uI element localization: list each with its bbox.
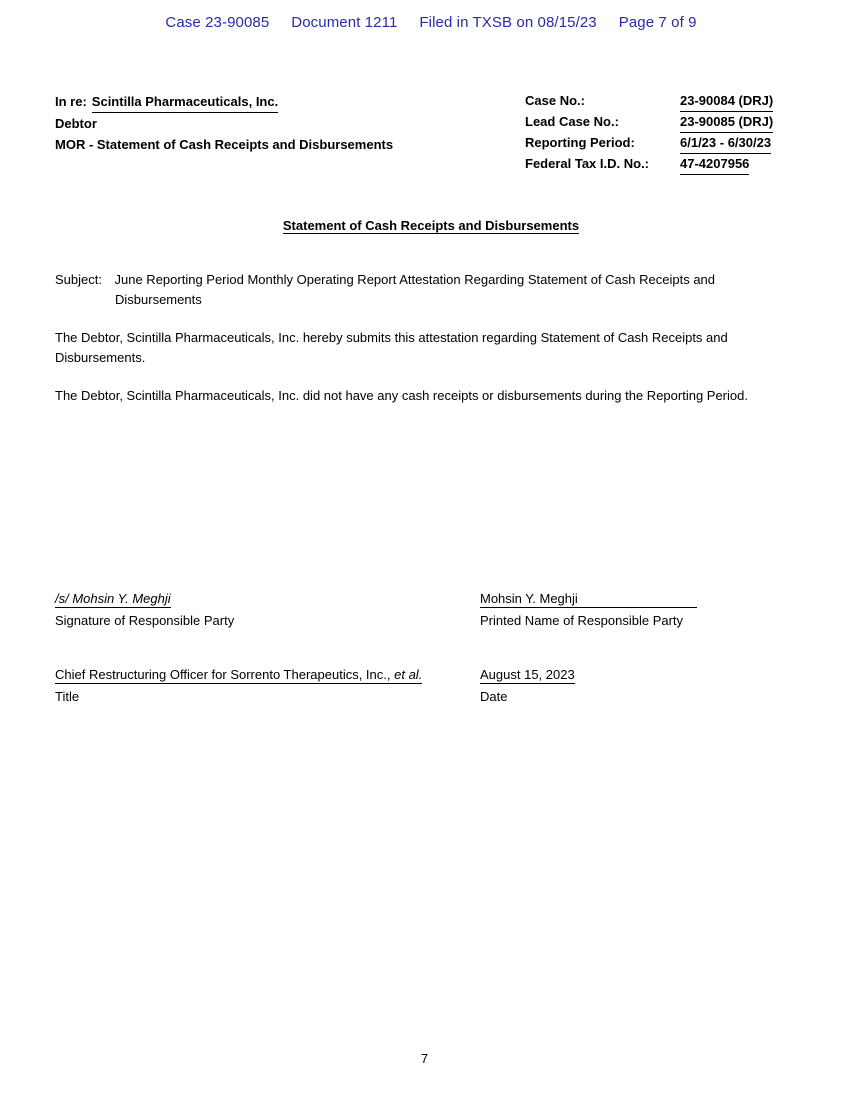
date-value-line: [480, 666, 807, 684]
federal-tax-id-label: Federal Tax I.D. No.:: [525, 156, 650, 171]
reporting-period-value: 6/1/23 - 6/30/23: [680, 133, 771, 154]
federal-tax-id-row: [525, 154, 807, 175]
date-label: Date: [480, 689, 508, 704]
printed-name-label: Printed Name of Responsible Party: [480, 613, 684, 628]
subject-line: [55, 270, 807, 310]
signature-row: [55, 590, 807, 629]
title-value-main: Chief Restructuring Officer for Sorrento Therapeutics, Inc.,: [55, 667, 395, 682]
title-date-row: [55, 666, 807, 705]
report-type-label: MOR - Statement of Cash Receipts and Disbursements: [55, 137, 394, 152]
stamp-page-count: Page 7 of 9: [618, 14, 697, 31]
document-title: Statement of Cash Receipts and Disbursements: [282, 218, 580, 233]
subject-label: Subject:: [55, 272, 102, 287]
title-value: [55, 666, 422, 684]
stamp-case-number: Case 23-90085: [165, 14, 270, 31]
title-field: [55, 666, 480, 705]
case-header: [55, 91, 807, 175]
lead-case-number-label: Lead Case No.:: [525, 114, 619, 129]
case-number-label: Case No.:: [525, 93, 585, 108]
attestation-paragraph: The Debtor, Scintilla Pharmaceuticals, Inc. hereby submits this attestation regarding Statement of Cash Receipts and Disbursements.: [55, 330, 728, 365]
court-filing-stamp: [55, 14, 807, 31]
signature-field: [55, 590, 480, 629]
signature-value: /s/ Mohsin Y. Meghji: [55, 591, 171, 606]
stamp-document-number: Document 1211: [291, 14, 398, 31]
printed-name-field: [480, 590, 807, 629]
no-activity-paragraph: The Debtor, Scintilla Pharmaceuticals, Inc. did not have any cash receipts or disbursements during the Reporting Period.: [55, 388, 748, 403]
federal-tax-id-value: 47-4207956: [680, 154, 749, 175]
subject-text: June Reporting Period Monthly Operating Report Attestation Regarding Statement of Cash Receipts and Disbursements: [114, 272, 716, 307]
title-value-line: [55, 666, 480, 684]
printed-name-value-line: [480, 590, 807, 608]
page-number: 7: [420, 1051, 429, 1066]
reporting-period-row: [525, 133, 807, 154]
date-value: August 15, 2023: [480, 667, 575, 682]
lead-case-number-value: 23-90085 (DRJ): [680, 112, 773, 133]
title-label: Title: [55, 689, 80, 704]
document-title-line: [55, 218, 807, 234]
debtor-name: Scintilla Pharmaceuticals, Inc.: [92, 91, 278, 113]
case-fields-block: [525, 91, 807, 175]
stamp-filed-date: Filed in TXSB on 08/15/23: [419, 14, 597, 31]
signature-value-line: [55, 590, 480, 608]
signature-label: Signature of Responsible Party: [55, 613, 235, 628]
printed-name-value: Mohsin Y. Meghji: [480, 590, 697, 608]
title-value-et-al: et al.: [394, 667, 423, 682]
case-number-row: [525, 91, 807, 112]
reporting-period-label: Reporting Period:: [525, 135, 635, 150]
in-re-line: [55, 91, 525, 113]
case-number-value: 23-90084 (DRJ): [680, 91, 773, 112]
date-field: [480, 666, 807, 705]
debtor-block: [55, 91, 525, 175]
debtor-label: Debtor: [55, 116, 97, 131]
lead-case-number-row: [525, 112, 807, 133]
signature-section: [55, 590, 807, 705]
in-re-label: In re:: [55, 94, 87, 109]
